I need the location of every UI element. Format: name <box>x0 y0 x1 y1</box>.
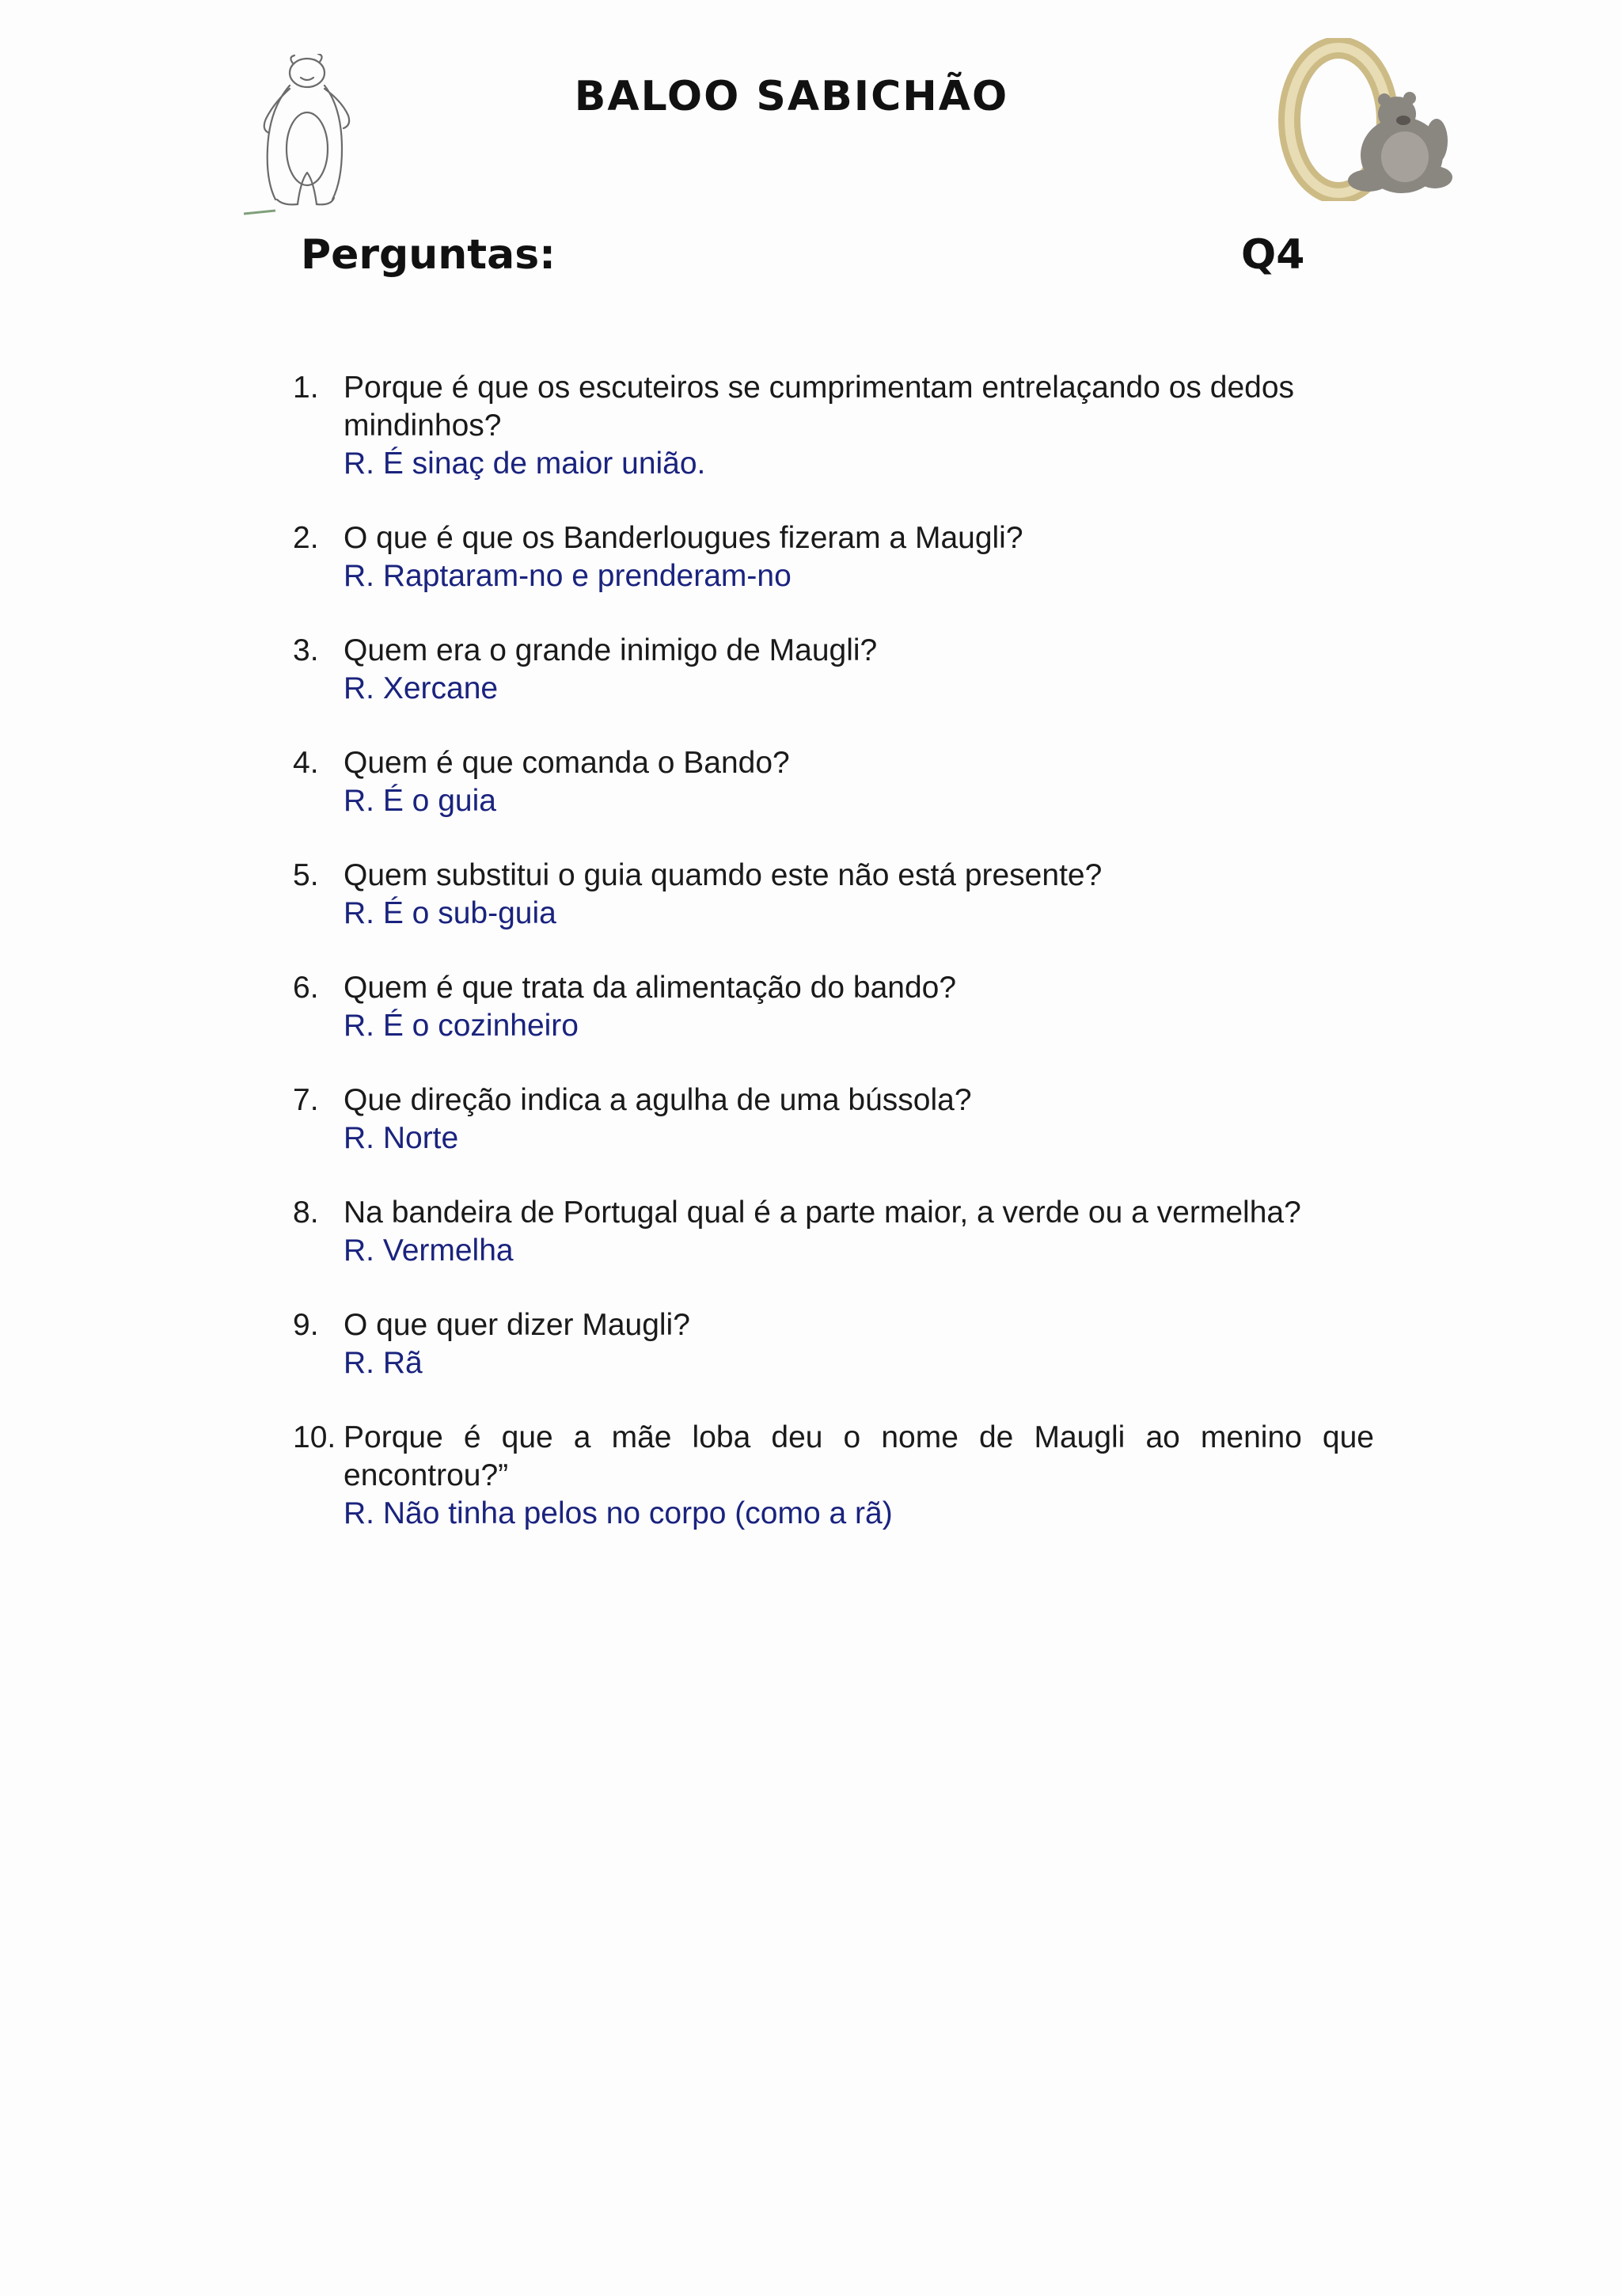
question-list <box>293 369 1374 1569</box>
answer-text: R. É o cozinheiro <box>344 1009 579 1043</box>
answer-text: R. Vermelha <box>344 1234 514 1268</box>
question-text: Porque é que os escuteiros se cumprimentam entrelaçando os dedos mindinhos? <box>344 371 1295 443</box>
list-item <box>293 632 1374 708</box>
question-number: 9. <box>293 1308 319 1342</box>
answer-text: R. Raptaram-no e prenderam-no <box>344 559 792 593</box>
answer-text: R. É o sub-guia <box>344 896 556 930</box>
question-text: Quem era o grande inimigo de Maugli? <box>344 633 878 667</box>
question-number: 4. <box>293 746 319 780</box>
standing-bear-sketch-icon <box>244 54 359 217</box>
question-number: 3. <box>293 633 319 667</box>
list-item <box>293 969 1374 1045</box>
list-item <box>293 857 1374 933</box>
answer-text: R. É sinaç de maior união. <box>344 447 706 481</box>
answer-text: R. Não tinha pelos no corpo (como a rã) <box>344 1496 893 1530</box>
question-number: 10. <box>293 1420 336 1454</box>
question-number: 7. <box>293 1083 319 1117</box>
question-text: O que é que os Banderlougues fizeram a Maugli? <box>344 521 1023 555</box>
question-text: Porque é que a mãe loba deu o nome de Maugli ao menino que encontrou?” <box>344 1420 1374 1492</box>
question-text: Na bandeira de Portugal qual é a parte maior, a verde ou a vermelha? <box>344 1196 1301 1230</box>
answer-text: R. Rã <box>344 1346 423 1380</box>
list-item <box>293 1194 1374 1270</box>
question-text: Quem substitui o guia quamdo este não está presente? <box>344 858 1103 892</box>
question-number: 1. <box>293 371 319 405</box>
list-item <box>293 519 1374 595</box>
page-title: BALOO SABICHÃO <box>574 73 1009 120</box>
question-text: Quem é que trata da alimentação do bando? <box>344 971 957 1005</box>
question-number: 6. <box>293 971 319 1005</box>
question-number: 8. <box>293 1196 319 1230</box>
question-text: O que quer dizer Maugli? <box>344 1308 690 1342</box>
answer-text: R. Xercane <box>344 671 499 705</box>
answer-text: R. Norte <box>344 1121 459 1155</box>
list-item <box>293 1306 1374 1382</box>
list-item <box>293 369 1374 483</box>
list-item <box>293 1419 1374 1533</box>
answer-text: R. É o guia <box>344 784 496 818</box>
list-item <box>293 744 1374 820</box>
list-item <box>293 1081 1374 1158</box>
question-number: 5. <box>293 858 319 892</box>
section-label: Perguntas: <box>301 231 556 279</box>
question-text: Que direção indica a agulha de uma bússola? <box>344 1083 972 1117</box>
question-text: Quem é que comanda o Bando? <box>344 746 790 780</box>
section-code: Q4 <box>1241 231 1305 279</box>
question-number: 2. <box>293 521 319 555</box>
bear-with-letter-o-icon <box>1270 38 1457 201</box>
